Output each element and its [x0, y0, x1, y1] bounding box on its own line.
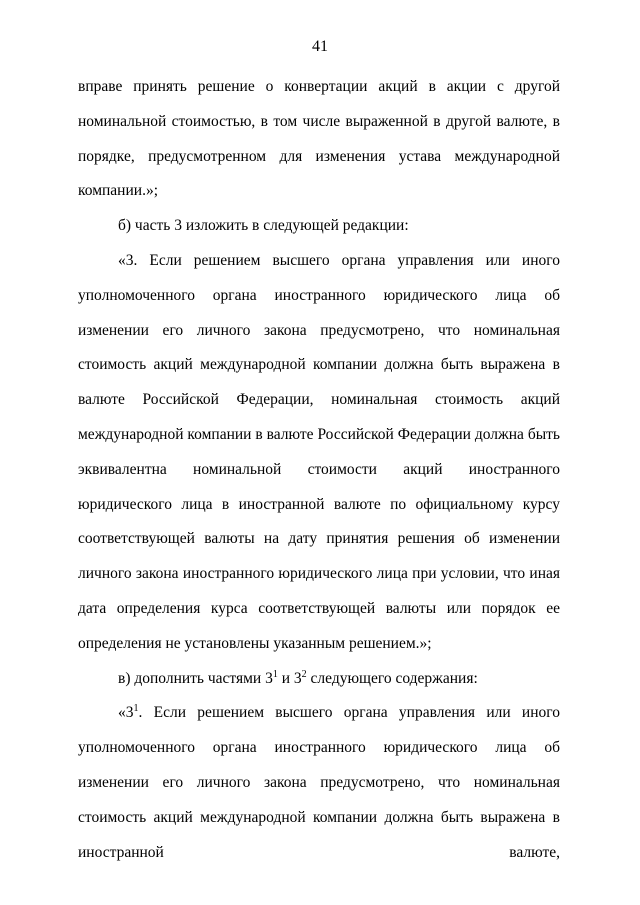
paragraph-part-3: «3. Если решением высшего органа управления или иного уполномоченного органа иностранного юридического лица об изменении его личного закона предусмотрено, что номинальная стоимость акций международной компании должна быть выражена в валюте Российской Федерации, номинальная стоимость акций международной компании в валюте Российской Федерации должна быть эквивалентна номинальной стоимости акций иностранного юридического лица в иностранной валюте по официальному курсу соответствующей валюты на дату принятия решения об изменении личного закона иностранного юридического лица при условии, что иная дата определения курса соответствующей валюты или порядок ее определения не установлены указанным решением.»; — [78, 251, 560, 652]
item-v-text-middle: и 3 — [277, 669, 302, 687]
part-3-1-number: «3 — [118, 704, 134, 722]
paragraph-continuation: вправе принять решение о конвертации акций в акции с другой номинальной стоимостью, в том числе выраженной в другой валюте, в порядке, предусмотренном для изменения устава международной компании.»; — [78, 78, 560, 200]
part-3-1-superscript: 1 — [133, 703, 139, 715]
paragraph-item-b: б) часть 3 изложить в следующей редакции: — [118, 217, 409, 235]
item-v-text-start: в) дополнить частями 3 — [118, 669, 273, 687]
item-v-text-end: следующего содержания: — [306, 669, 478, 687]
superscript-1: 1 — [272, 668, 278, 680]
superscript-2: 2 — [301, 668, 307, 680]
page-number: 41 — [312, 38, 328, 55]
paragraph-part-3-1 — [78, 696, 560, 870]
paragraph-item-v — [78, 662, 560, 697]
part-3-1-text: . Если решением высшего органа управления или иного уполномоченного органа иностранного юридического лица об изменении его личного закона предусмотрено, что номинальная стоимость акций международной компании должна быть выражена в иностранной валюте, — [78, 704, 560, 861]
document-body — [78, 70, 560, 870]
